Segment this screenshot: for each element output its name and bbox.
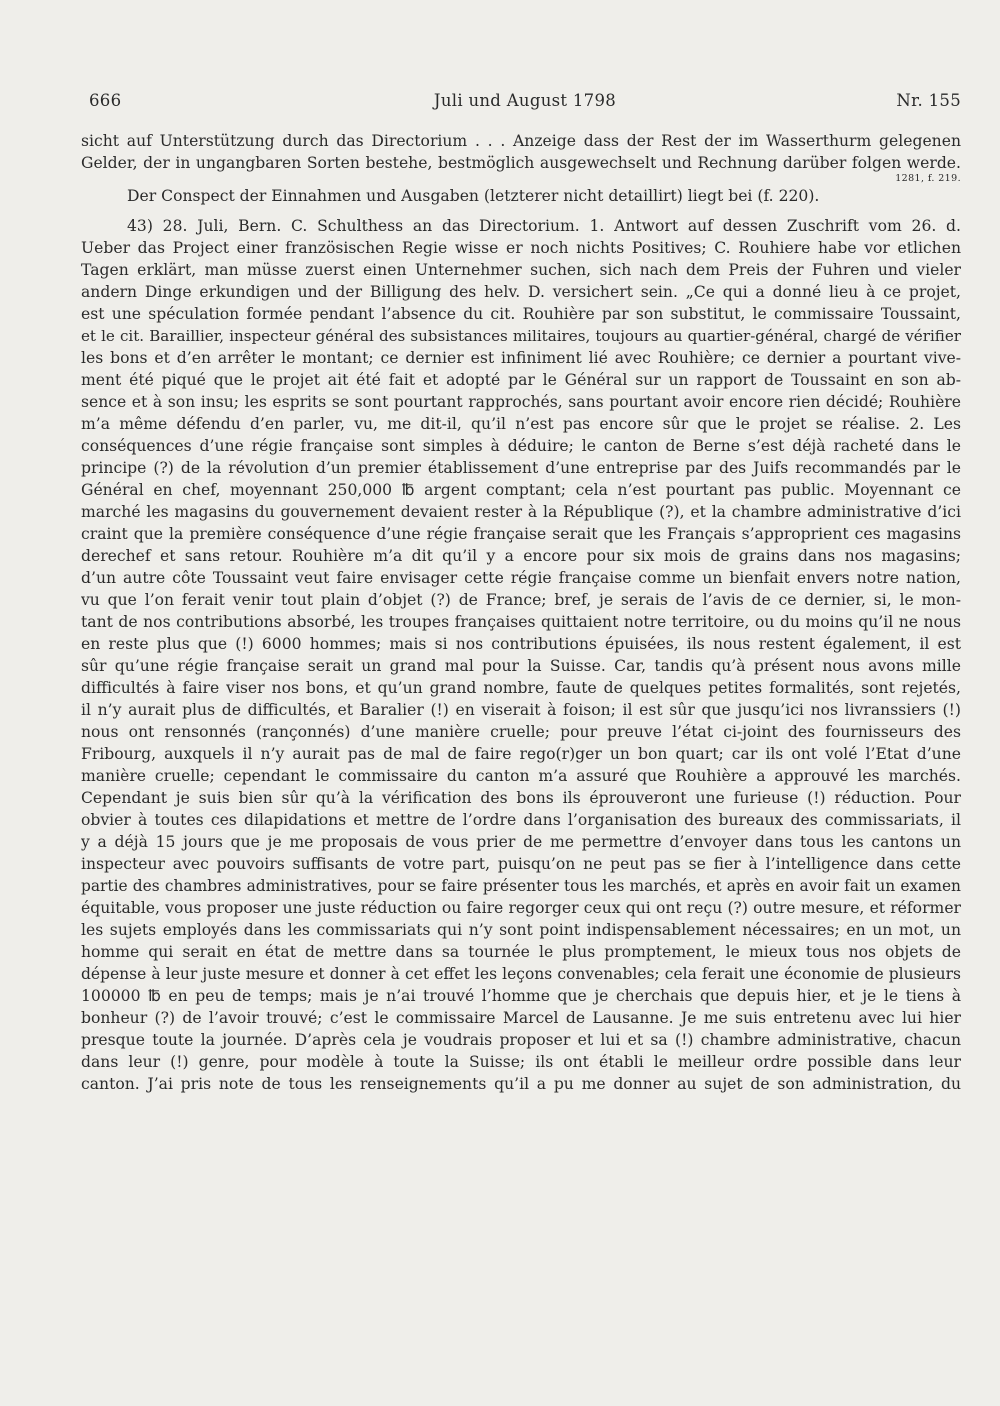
text-line: Ueber das Project einer französischen Regie wisse er noch nichts Positives; C. Rouhiere habe vor etlichen [81, 239, 961, 257]
text-line: m’a même défendu d’en parler, vu, me dit-il, qu’il n’est pas encore sûr que le projet se réalise. 2. Les [81, 415, 961, 433]
text-line: vu que l’on ferait venir tout plain d’objet (?) de France; bref, je serais de l’avis de ce dernier, si, le mon- [81, 591, 961, 609]
text-line: andern Dinge erkundigen und der Billigung des helv. D. versichert sein. „Ce qui a donné lieu à ce projet, [81, 283, 961, 301]
text-line: craint que la première conséquence d’une régie française serait que les Français s’approprient ces magasins [81, 525, 961, 543]
text-line: Der Conspect der Einnahmen und Ausgaben (letzterer nicht detaillirt) liegt bei (f. 220). [127, 187, 820, 205]
text-line: sûr qu’une régie française serait un grand mal pour la Suisse. Car, tandis qu’à présent nous avons mille [81, 657, 961, 675]
text-line: ment été piqué que le projet ait été fait et adopté par le Général sur un rapport de Toussaint en son ab- [81, 371, 961, 389]
page-number: 666 [89, 91, 122, 110]
text-line: Cependant je suis bien sûr qu’à la vérification des bons ils éprouveront une furieuse (!) réduction. Pour [81, 789, 961, 807]
text-line: difficultés à faire viser nos bons, et qu’un grand nombre, faute de quelques petites formalités, sont rejetés, [81, 679, 961, 697]
paragraph-2 [81, 215, 961, 1095]
document-number: Nr. 155 [896, 91, 961, 110]
text-line: en reste plus que (!) 6000 hommes; mais si nos contributions épuisées, ils nous restent également, il est [81, 635, 961, 653]
text-line: les sujets employés dans les commissariats qui n’y sont point indispensablement nécessaires; en un mot, un [81, 921, 961, 939]
text-line: équitable, vous proposer une juste réduction ou faire regorger ceux qui ont reçu (?) outre mesure, et réformer [81, 899, 961, 917]
page-header [89, 91, 961, 117]
text-line: les bons et d’en arrêter le montant; ce dernier est infiniment lié avec Rouhière; ce dernier a pourtant vive- [81, 349, 961, 367]
text-line: sicht auf Unterstützung durch das Directorium . . . Anzeige dass der Rest der im Wasserthurm gelegenen [81, 132, 961, 150]
text-line: dépense à leur juste mesure et donner à cet effet les leçons convenables; cela ferait une économie de plusieurs [81, 965, 961, 983]
text-line: tant de nos contributions absorbé, les troupes françaises quittaient notre territoire, ou du moins qu’il ne nous [81, 613, 961, 631]
text-line: nous ont rensonnés (rançonnés) d’une manière cruelle; pour preuve l’état ci-joint des fournisseurs des [81, 723, 961, 741]
text-line: 100000 ℔ en peu de temps; mais je n’ai trouvé l’homme que je cherchais que depuis hier, et je le tiens à [81, 987, 961, 1005]
text-line: inspecteur avec pouvoirs suffisants de votre part, puisqu’on ne peut pas se fier à l’intelligence dans cette [81, 855, 961, 873]
text-line: est une spéculation formée pendant l’absence du cit. Rouhière par son substitut, le commissaire Toussaint, [81, 305, 961, 323]
text-line: il n’y aurait plus de difficultés, et Baralier (!) en viserait à foison; il est sûr que jusqu’ici nos livranssiers (!) [81, 701, 961, 719]
text-line: Gelder, der in ungangbaren Sorten bestehe, bestmöglich ausgewechselt und Rechnung darüber folgen werde. [81, 154, 961, 172]
text-line: derechef et sans retour. Rouhière m’a dit qu’il y a encore pour six mois de grains dans nos magasins; [81, 547, 961, 565]
text-line: Général en chef, moyennant 250,000 ℔ argent comptant; cela n’est pourtant pas public. Moyennant ce [81, 481, 961, 499]
archive-reference: 1281, f. 219. [895, 173, 961, 184]
running-title: Juli und August 1798 [433, 91, 617, 110]
text-line: d’un autre côte Toussaint veut faire envisager cette régie française comme un bienfait envers notre nation, [81, 569, 961, 587]
text-line: manière cruelle; cependant le commissaire du canton m’a assuré que Rouhière a approuvé les marchés. [81, 767, 961, 785]
text-line: obvier à toutes ces dilapidations et mettre de l’ordre dans l’organisation des bureaux des commissariats, il [81, 811, 961, 829]
text-line: Tagen erklärt, man müsse zuerst einen Unternehmer suchen, sich nach dem Preis der Fuhren und vieler [81, 261, 961, 279]
text-line: principe (?) de la révolution d’un premier établissement d’une entreprise par des Juifs recommandés par le [81, 459, 961, 477]
text-line: dans leur (!) genre, pour modèle à toute la Suisse; ils ont établi le meilleur ordre possible dans leur [81, 1053, 961, 1071]
text-line: canton. J’ai pris note de tous les renseignements qu’il a pu me donner au sujet de son administration, du [81, 1075, 961, 1093]
text-line: bonheur (?) de l’avoir trouvé; c’est le commissaire Marcel de Lausanne. Je me suis entretenu avec lui hier [81, 1009, 961, 1027]
text-line: et le cit. Baraillier, inspecteur général des subsistances militaires, toujours au quartier-général, chargé de vérifier [81, 327, 961, 345]
paragraph-1 [81, 130, 961, 207]
text-line: presque toute la journée. D’après cela je voudrais proposer et lui et sa (!) chambre administrative, chacun [81, 1031, 961, 1049]
text-line: conséquences d’une régie française sont simples à déduire; le canton de Berne s’est déjà racheté dans le [81, 437, 961, 455]
text-line: homme qui serait en état de mettre dans sa tournée le plus promptement, le mieux tous nos objets de [81, 943, 961, 961]
text-line: partie des chambres administratives, pour se faire présenter tous les marchés, et après en avoir fait un examen [81, 877, 961, 895]
text-line: Fribourg, auxquels il n’y aurait pas de mal de faire rego(r)ger un bon quart; car ils ont volé l’Etat d’une [81, 745, 961, 763]
page-body [81, 130, 961, 1095]
text-line: sence et à son insu; les esprits se sont pourtant rapprochés, sans pourtant avoir encore rien décidé; Rouhière [81, 393, 961, 411]
text-line: 43) 28. Juli, Bern. C. Schulthess an das Directorium. 1. Antwort auf dessen Zuschrift vom 26. d. [127, 217, 961, 235]
text-line: marché les magasins du gouvernement devaient rester à la République (?), et la chambre administrative d’ici [81, 503, 961, 521]
text-line: y a déjà 15 jours que je me proposais de vous prier de me permettre d’envoyer dans tous les cantons un [81, 833, 961, 851]
